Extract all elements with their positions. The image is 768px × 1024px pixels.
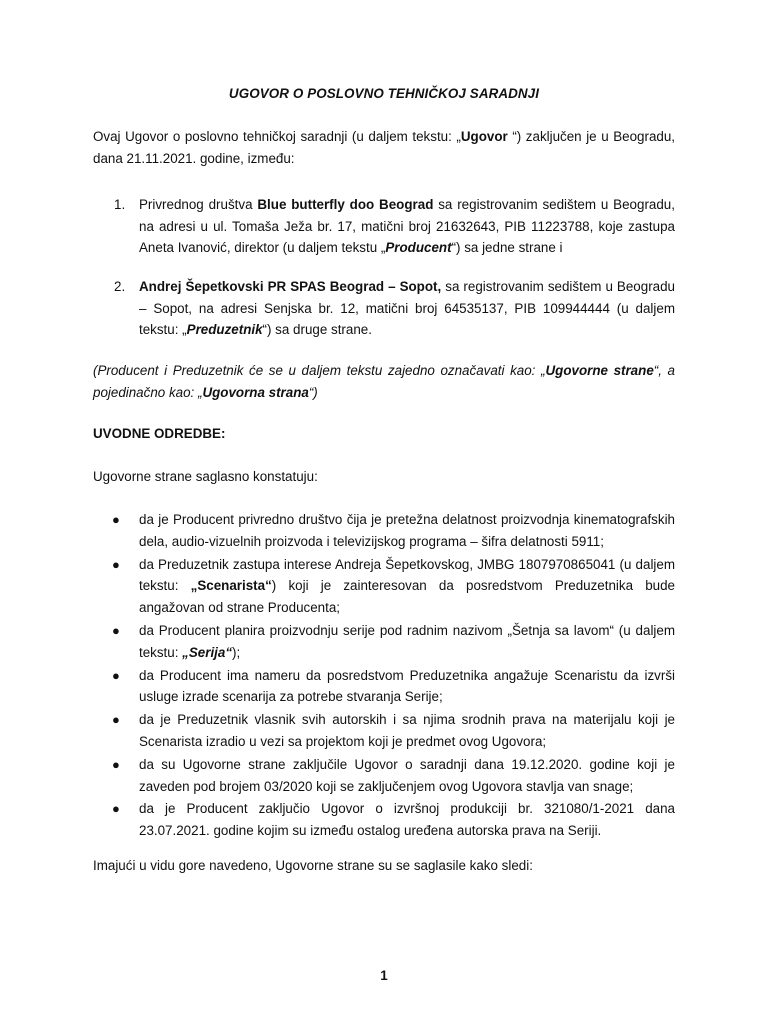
intro-text-1: Ovaj Ugovor o poslovno tehničkoj saradnji (u daljem tekstu: „ [93,129,461,144]
list-item [93,754,675,798]
intro-term: Ugovor [460,129,508,144]
section-heading: UVODNE ODREDBE: [93,426,226,441]
list-item-text: da je Producent zaključio Ugovor o izvršnoj produkciji br. 321080/1-2021 dana 23.07.2021. godine kojim su između ostalog uređena autorska prava na Seriji. [139,801,675,839]
note-term-1: Ugovorne strane [545,363,654,378]
party-2-suffix: “) sa druge strane. [262,322,372,337]
party-1-details: sa registrovanim sedištem u Beogradu, na adresi u ul. Tomaša Ježa br. 17, matični broj 21632643, PIB 11223788, koje zastupa Aneta Ivanović, direktor (u daljem tekstu „ [139,197,675,255]
party-1-suffix: “) sa jedne strane i [451,240,563,255]
list-item [93,798,675,842]
list-item-text: da je Preduzetnik vlasnik svih autorskih i sa njima srodnih prava na materijalu koji je Scenarista izradio u vezi sa projektom koji je predmet ovog Ugovora; [139,712,675,749]
party-2-number: 2. [114,279,126,294]
list-item [93,620,675,664]
bullet-icon: ● [112,556,120,572]
bullet-icon: ● [112,622,120,638]
bullet-icon: ● [112,512,120,527]
lead-sentence: Ugovorne strane saglasno konstatuju: [93,469,318,484]
page-number: 1 [380,968,388,983]
list-item [93,509,675,553]
note-text-1: (Producent i Preduzetnik će se u daljem tekstu zajedno označavati kao: „ [93,363,546,378]
party-1-number: 1. [114,197,126,212]
recitals-list [93,509,675,843]
party-2-alias: Preduzetnik [186,322,263,337]
list-item-text: ); [232,644,241,660]
list-item-text: da Preduzetnik zastupa interese Andreja Šepetkovskog, JMBG 1807970865041 (u daljem tekstu: [139,556,675,594]
party-2 [93,276,675,341]
note-term-2: Ugovorna strana [202,385,309,400]
bullet-icon: ● [112,712,120,728]
list-item-text: da Producent ima nameru da posredstvom Preduzetnika angažuje Scenaristu da izvrši usluge izrade scenarija za potrebe stvaranja Serije; [139,667,675,705]
list-item [93,665,675,709]
intro-text-2: “) zaključen je u Beogradu, dana 21.11.2021. godine, između: [93,129,675,166]
list-item-term: „Serija“ [182,644,233,660]
list-item [93,709,675,753]
parties-note [93,360,675,404]
list-item-term: „Scenarista“ [190,578,272,594]
bullet-icon: ● [112,756,120,772]
list-item-text: da Producent planira proizvodnju serije pod radnim nazivom „Šetnja sa lavom“ (u daljem tekstu: [139,622,675,660]
intro-paragraph [93,126,675,170]
note-text-2: “, a pojedinačno kao: „ [93,363,675,400]
party-1-prefix: Privrednog društva [139,197,258,212]
bullet-icon: ● [112,667,120,683]
party-1 [93,194,675,259]
list-item-text: da je Producent privredno društvo čija je pretežna delatnost proizvodnja kinematografskih dela, audio-vizuelnih proizvoda i televizijskog programa – šifra delatnosti 5911; [139,512,675,549]
list-item [93,554,675,619]
party-2-name: Andrej Šepetkovski PR SPAS Beograd – Sopot, [139,279,442,294]
document-title: UGOVOR O POSLOVNO TEHNIČKOJ SARADNJI [228,86,540,101]
bullet-icon: ● [112,801,120,817]
party-2-details: sa registrovanim sedištem u Beogradu – Sopot, na adresi Senjska br. 12, matični broj 64535137, PIB 109944444 (u daljem tekstu: „ [139,279,676,337]
list-item-text: da su Ugovorne strane zaključile Ugovor o saradnji dana 19.12.2020. godine koji je zaveden pod brojem 03/2020 koji se zaključenjem ovog Ugovora stavlja van snage; [139,756,675,794]
party-1-alias: Producent [385,240,452,255]
note-text-3: “) [308,385,318,400]
list-item-text: ) koji je zainteresovan da posredstvom Preduzetnika bude angažovan od strane Producenta; [139,578,676,616]
closing-sentence: Imajući u vidu gore navedeno, Ugovorne strane su se saglasile kako sledi: [93,858,533,873]
party-1-name: Blue butterfly doo Beograd [257,197,434,212]
